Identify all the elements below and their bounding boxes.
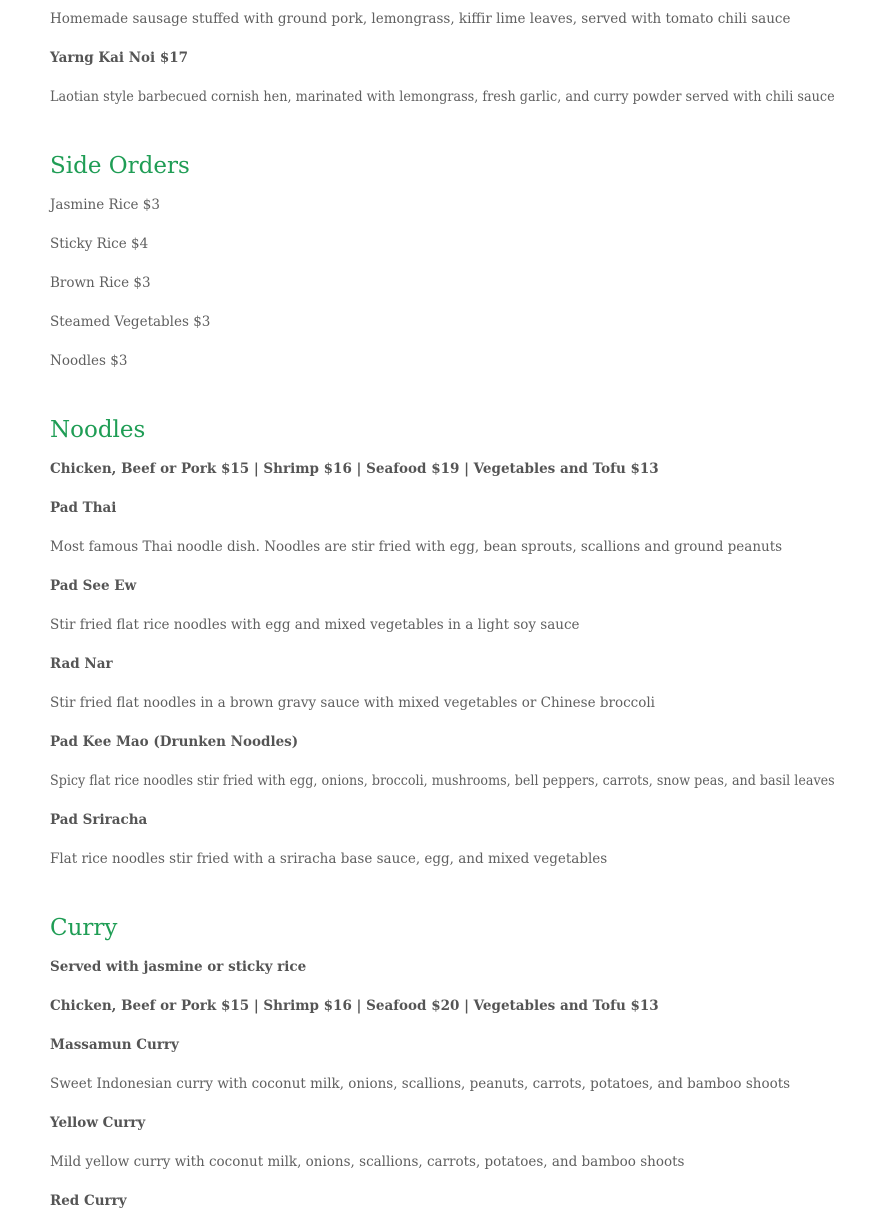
menu-item-name: Yellow Curry	[50, 1115, 146, 1131]
menu-item-name: Pad Sriracha	[50, 812, 148, 828]
menu-item-description: Homemade sausage stuffed with ground pork, lemongrass, kiffir lime leaves, served with tomato chili sauce	[50, 11, 791, 27]
menu-item-description: Sweet Indonesian curry with coconut milk, onions, scallions, peanuts, carrots, potatoes, and bamboo shoots	[50, 1076, 791, 1092]
side-order-item: Noodles $3	[50, 353, 128, 369]
side-order-item: Jasmine Rice $3	[50, 197, 160, 213]
side-order-item: Steamed Vegetables $3	[50, 314, 211, 330]
menu-item-description: Flat rice noodles stir fried with a sriracha base sauce, egg, and mixed vegetables	[50, 851, 608, 867]
curry-pricing: Chicken, Beef or Pork $15 | Shrimp $16 | Seafood $20 | Vegetables and Tofu $13	[50, 998, 659, 1014]
menu-item-name: Pad See Ew	[50, 578, 137, 594]
menu-item-name: Red Curry	[50, 1193, 127, 1209]
menu-item-description: Mild yellow curry with coconut milk, onions, scallions, carrots, potatoes, and bamboo shoots	[50, 1154, 685, 1170]
menu-item-description: Most famous Thai noodle dish. Noodles are stir fried with egg, bean sprouts, scallions and ground peanuts	[50, 539, 783, 555]
curry-served-with: Served with jasmine or sticky rice	[50, 959, 307, 975]
section-heading-noodles: Noodles	[50, 417, 146, 443]
menu-item-name: Yarng Kai Noi $17	[50, 50, 189, 66]
section-heading-side-orders: Side Orders	[50, 153, 190, 179]
menu-item-description: Stir fried flat rice noodles with egg and mixed vegetables in a light soy sauce	[50, 617, 580, 633]
menu-item-name: Pad Kee Mao (Drunken Noodles)	[50, 734, 299, 750]
side-order-item: Brown Rice $3	[50, 275, 151, 291]
menu-item-name: Rad Nar	[50, 656, 113, 672]
noodles-pricing: Chicken, Beef or Pork $15 | Shrimp $16 | Seafood $19 | Vegetables and Tofu $13	[50, 461, 659, 477]
menu-item-description: Spicy flat rice noodles stir fried with egg, onions, broccoli, mushrooms, bell peppers, carrots, snow peas, and basil leaves	[50, 773, 835, 789]
menu-item-name: Pad Thai	[50, 500, 117, 516]
section-heading-curry: Curry	[50, 915, 118, 941]
menu-item-description: Stir fried flat noodles in a brown gravy sauce with mixed vegetables or Chinese broccoli	[50, 695, 655, 711]
menu-item-name: Massamun Curry	[50, 1037, 179, 1053]
menu-item-description: Laotian style barbecued cornish hen, marinated with lemongrass, fresh garlic, and curry powder served with chili sauce	[50, 89, 835, 105]
side-order-item: Sticky Rice $4	[50, 236, 149, 252]
